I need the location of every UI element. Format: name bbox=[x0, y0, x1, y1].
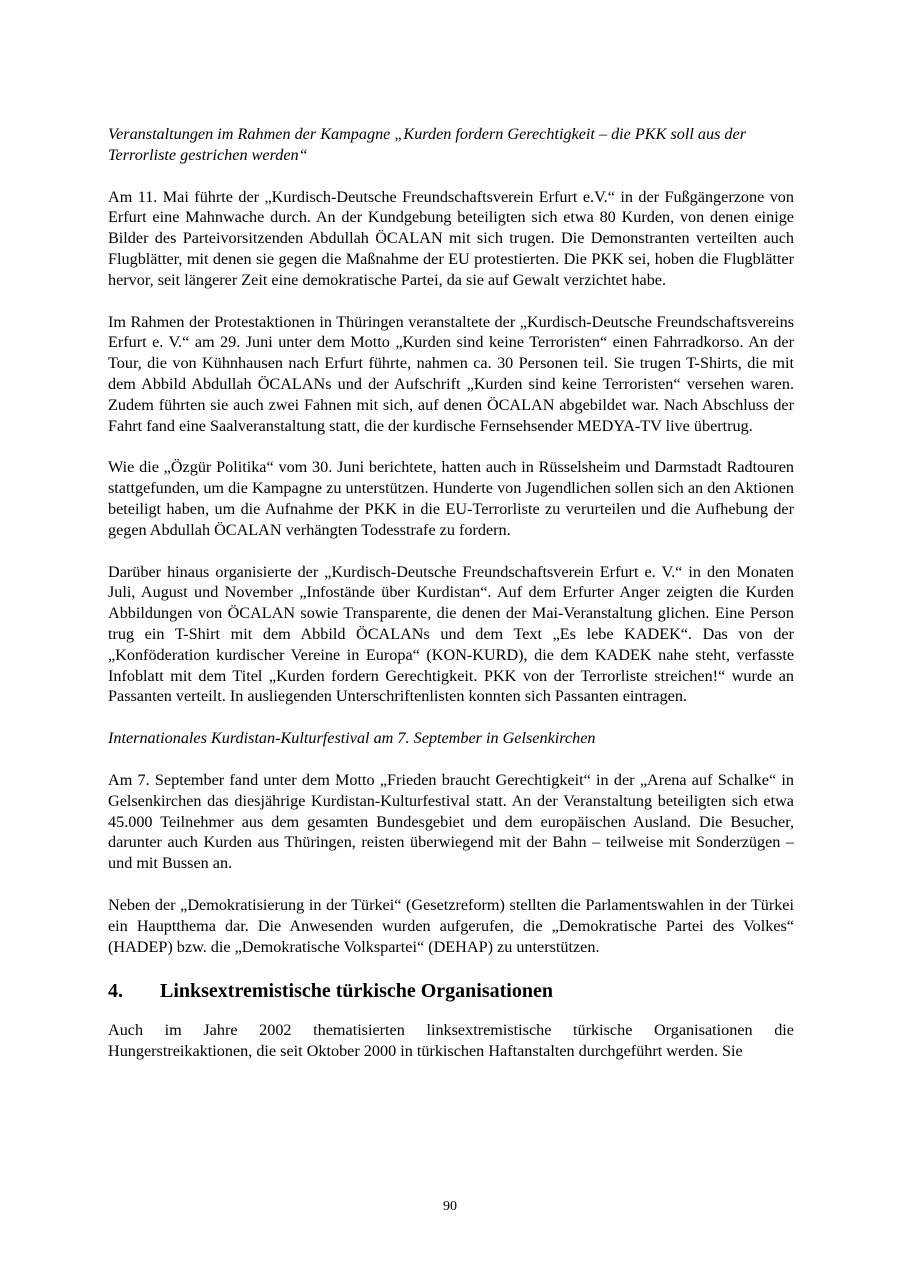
document-page bbox=[108, 124, 794, 1083]
paragraph-festival: Am 7. September fand unter dem Motto „Frieden braucht Gerechtigkeit“ in der „Arena auf Schalke“ in Gelsenkirchen das diesjährige Kurdistan-Kulturfestival statt. An der Veranstaltung beteiligten sich etwa 45.000 Teilnehmer aus dem gesamten Bundesgebiet und dem europäischen Ausland. Die Besucher, darunter auch Kurden aus Thüringen, reisten überwiegend mit der Bahn – teilweise mit Sonderzügen – und mit Bussen an. bbox=[108, 770, 794, 873]
subheading-festival: Internationales Kurdistan-Kulturfestival am 7. September in Gelsenkirchen bbox=[108, 729, 596, 748]
paragraph-infostaende: Darüber hinaus organisierte der „Kurdisch-Deutsche Freundschaftsverein Erfurt e. V.“ in den Monaten Juli, August und November „Infostände über Kurdistan“. Auf dem Erfurter Anger zeigten die Kurden Abbildungen von ÖCALAN sowie Transparente, die denen der Mai-Veranstaltung glichen. Eine Person trug ein T-Shirt mit dem Abbild ÖCALANs und dem Text „Es lebe KADEK“. Das von der „Konföderation kurdischer Vereine in Europa“ (KON-KURD), die dem KADEK nahe steht, verfasste Infoblatt mit dem Titel „Kurden fordern Gerechtigkeit. PKK von der Terrorliste streichen!“ wurde an Passanten verteilt. In ausliegenden Unterschriftenlisten konnten sich Passanten eintragen. bbox=[108, 562, 794, 706]
paragraph-parlamentswahlen: Neben der „Demokratisierung in der Türkei“ (Gesetzreform) stellten die Parlamentswahlen in der Türkei ein Hauptthema dar. Die Anwesenden wurden aufgerufen, die „Demokratische Partei des Volkes“ (HADEP) bzw. die „Demokratische Volkspartei“ (DEHAP) zu unterstützen. bbox=[108, 895, 794, 956]
section-heading bbox=[108, 978, 794, 1004]
paragraph-radtouren: Wie die „Özgür Politika“ vom 30. Juni berichtete, hatten auch in Rüsselsheim und Darmstadt Radtouren stattgefunden, um die Kampagne zu unterstützen. Hunderte von Jugendlichen sollen sich an den Aktionen beteiligt haben, um die Aufnahme der PKK in die EU-Terrorliste zu verurteilen und die Aufhebung der gegen Abdullah ÖCALAN verhängten Todesstrafe zu fordern. bbox=[108, 458, 794, 539]
paragraph-mahnwache: Am 11. Mai führte der „Kurdisch-Deutsche Freundschaftsverein Erfurt e.V.“ in der Fußgängerzone von Erfurt eine Mahnwache durch. An der Kundgebung beteiligten sich etwa 80 Kurden, von denen einige Bilder des Parteivorsitzenden Abdullah ÖCALAN mit sich trugen. Die Demonstranten verteilten auch Flugblätter, mit denen sie gegen die Maßnahme der EU protestierten. Die PKK sei, hoben die Flugblätter hervor, seit längerer Zeit eine demokratische Partei, da sie auf Gewalt verzichtet habe. bbox=[108, 187, 794, 289]
paragraph-hungerstreik: Auch im Jahre 2002 thematisierten linksextremistische türkische Organisationen die Hungerstreikaktionen, die seit Oktober 2000 in türkischen Haftanstalten durchgeführt werden. Sie bbox=[108, 1021, 794, 1061]
section-title: Linksextremistische türkische Organisationen bbox=[160, 980, 553, 1003]
subheading-campaign: Veranstaltungen im Rahmen der Kampagne „Kurden fordern Gerechtigkeit – die PKK soll aus der Terrorliste gestrichen werden“ bbox=[108, 125, 746, 164]
page-number: 90 bbox=[443, 1199, 457, 1214]
section-number: 4. bbox=[108, 980, 123, 1003]
paragraph-fahrradkorso: Im Rahmen der Protestaktionen in Thüringen veranstaltete der „Kurdisch-Deutsche Freundschaftsvereins Erfurt e. V.“ am 29. Juni unter dem Motto „Kurden sind keine Terroristen“ einen Fahrradkorso. An der Tour, die von Kühnhausen nach Erfurt führte, nahmen ca. 30 Personen teil. Sie trugen T-Shirts, die mit dem Abbild Abdullah ÖCALANs und der Aufschrift „Kurden sind keine Terroristen“ versehen waren. Zudem führten sie auch zwei Fahnen mit sich, auf denen ÖCALAN abgebildet war. Nach Abschluss der Fahrt fand eine Saalveranstaltung statt, die der kurdische Fernsehsender MEDYA-TV live übertrug. bbox=[108, 312, 794, 435]
